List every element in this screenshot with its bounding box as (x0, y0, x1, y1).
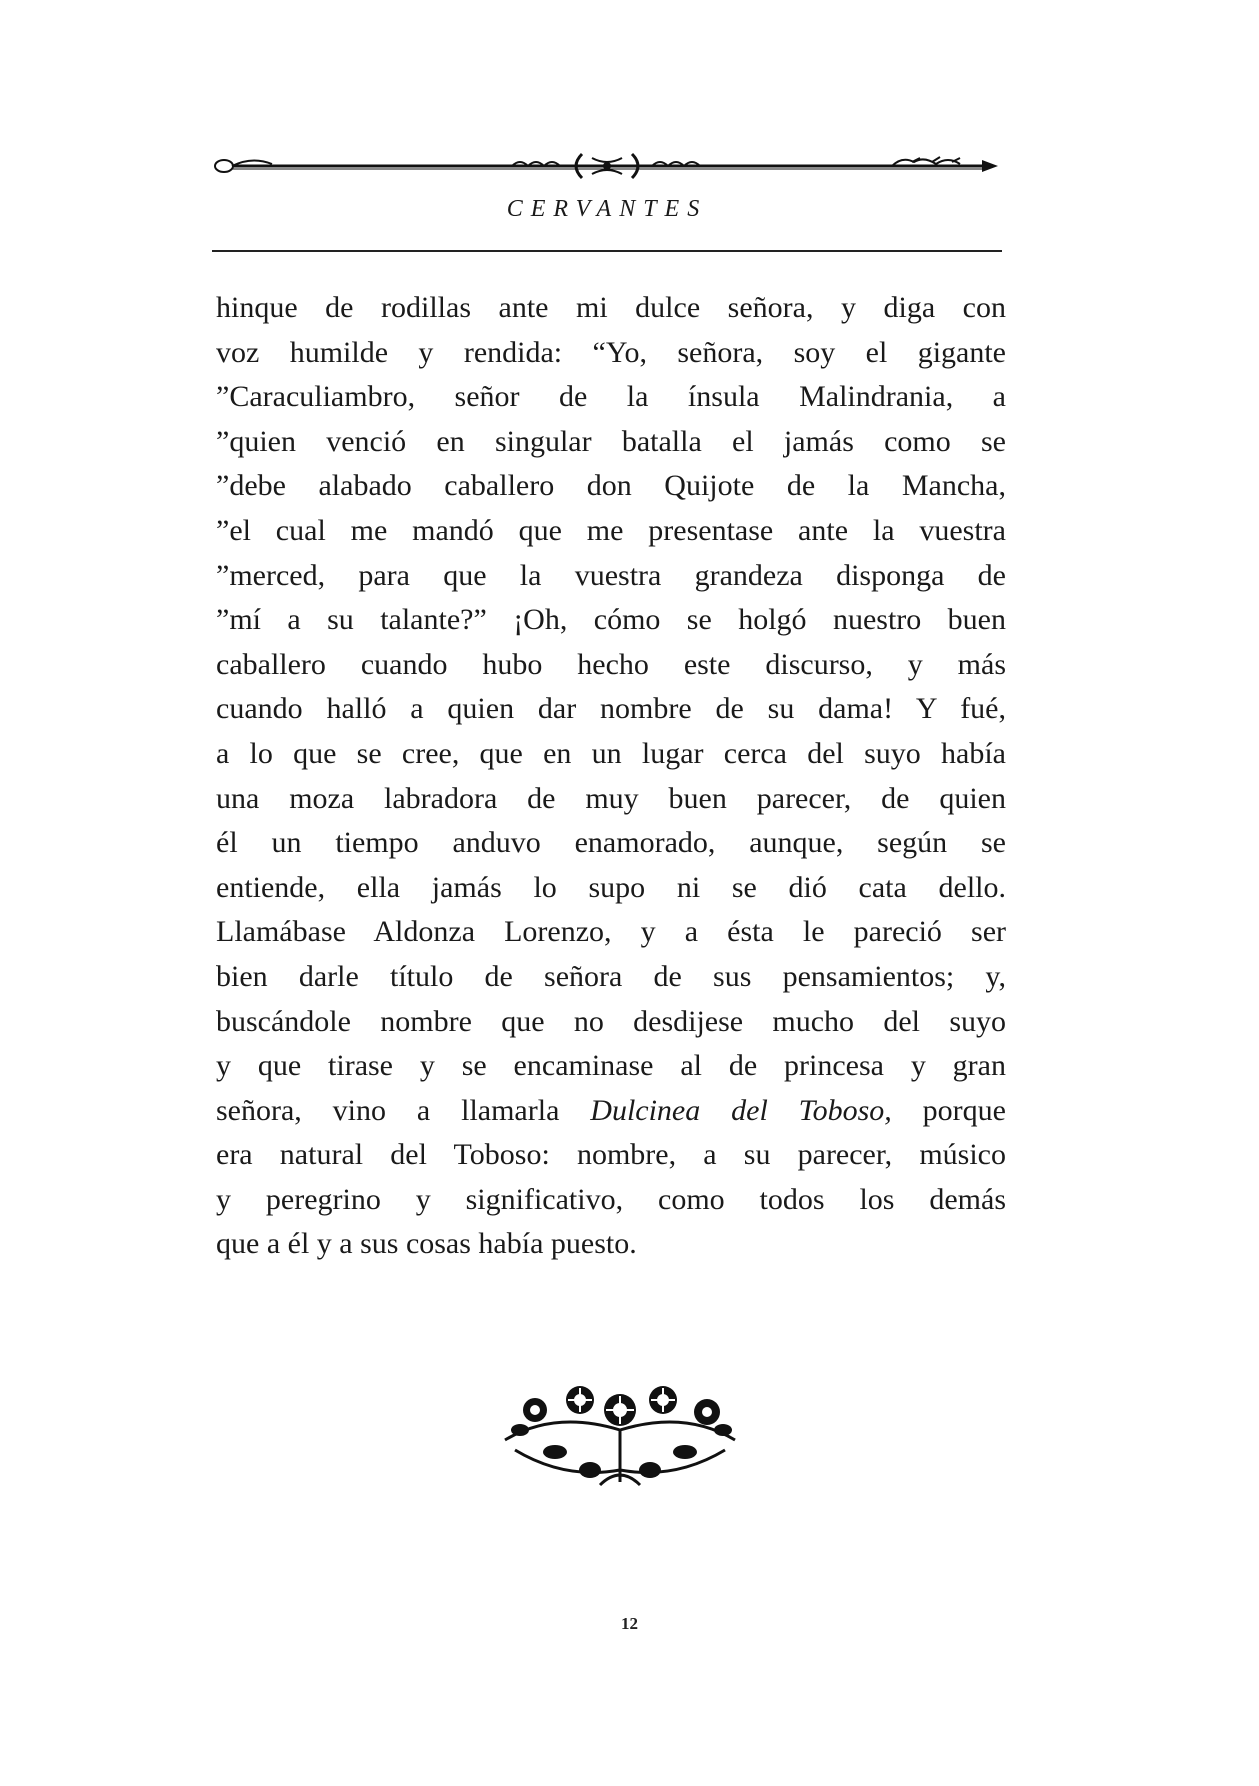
header-divider (212, 250, 1002, 252)
text-line: Llamábase Aldonza Lorenzo, y a ésta le pareció ser (216, 915, 1006, 949)
text-line: voz humilde y rendida: “Yo, señora, soy el gigante (216, 335, 1006, 369)
text-segment: porque (891, 1093, 1006, 1127)
floral-tailpiece-icon (495, 1370, 745, 1498)
italic-name-dulcinea: Dulcinea del Toboso, (590, 1093, 892, 1127)
running-head-title: CERVANTES (506, 196, 708, 222)
header-ornament-icon (212, 150, 1002, 182)
text-line: a lo que se cree, que en un lugar cerca del suyo había (216, 736, 1006, 770)
text-line: bien darle título de señora de sus pensamientos; y, (216, 959, 1006, 993)
text-line: y que tirase y se encaminase al de princesa y gran (216, 1049, 1006, 1083)
text-line: hinque de rodillas ante mi dulce señora, y diga con (216, 291, 1006, 324)
text-line: y peregrino y significativo, como todos los demás (216, 1182, 1006, 1216)
text-line: ”el cual me mandó que me presentase ante la vuestra (216, 513, 1006, 547)
text-line: cuando halló a quien dar nombre de su dama! Y fué, (216, 692, 1006, 726)
body-paragraph (216, 286, 1006, 1267)
text-line: ”debe alabado caballero don Quijote de la Mancha, (216, 469, 1006, 503)
text-line: caballero cuando hubo hecho este discurso, y más (216, 647, 1006, 681)
text-line: él un tiempo anduvo enamorado, aunque, según se (216, 826, 1006, 860)
text-line-with-italic (216, 1089, 1006, 1134)
text-line: ”merced, para que la vuestra grandeza disponga de (216, 558, 1006, 592)
text-line: era natural del Toboso: nombre, a su parecer, músico (216, 1138, 1006, 1172)
page-number: 12 (621, 1614, 638, 1633)
text-line: ”Caraculiambro, señor de la ínsula Malindrania, a (216, 380, 1006, 414)
text-line: ”quien venció en singular batalla el jamás como se (216, 424, 1006, 458)
text-line: buscándole nombre que no desdijese mucho del suyo (216, 1004, 1006, 1038)
text-line: una moza labradora de muy buen parecer, de quien (216, 781, 1006, 815)
text-segment: señora, vino a llamarla (216, 1093, 591, 1127)
text-line-last: que a él y a sus cosas había puesto. (216, 1227, 637, 1261)
text-line: ”mí a su talante?” ¡Oh, cómo se holgó nuestro buen (216, 603, 1006, 637)
text-line: entiende, ella jamás lo supo ni se dió cata dello. (216, 870, 1006, 904)
